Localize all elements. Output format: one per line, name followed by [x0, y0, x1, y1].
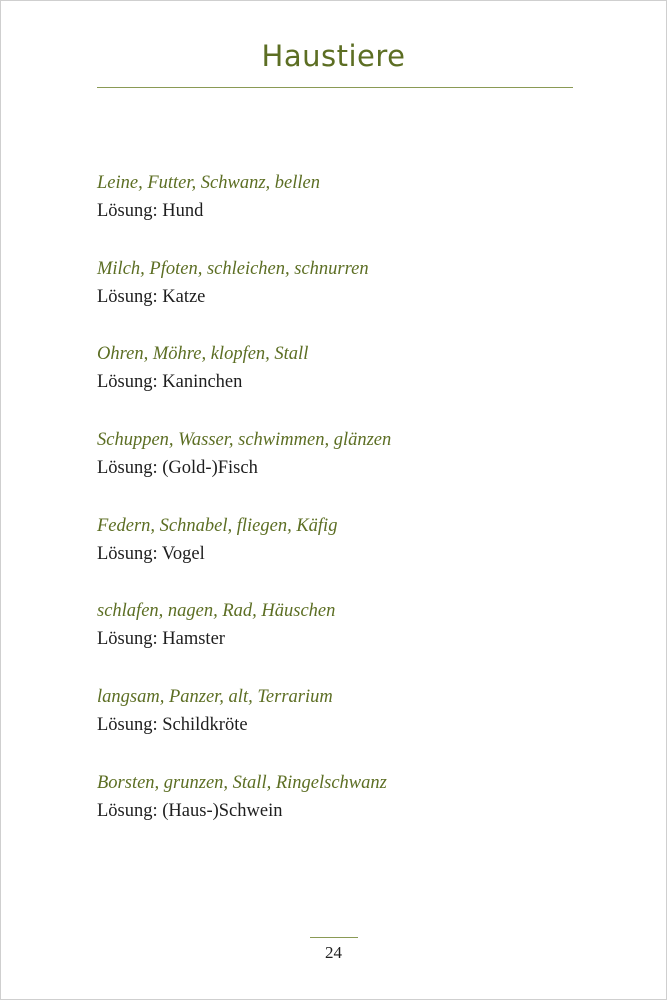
riddle-clue: langsam, Panzer, alt, Terrarium: [97, 687, 333, 708]
riddle-clue: Borsten, grunzen, Stall, Ringelschwanz: [97, 772, 387, 793]
riddle-item: [97, 426, 577, 512]
riddle-item: [97, 512, 577, 598]
riddle-item: [97, 597, 577, 683]
riddle-clue: Federn, Schnabel, fliegen, Käfig: [97, 515, 338, 536]
riddle-answer: Lösung: (Haus-)Schwein: [97, 800, 283, 821]
riddle-clue: Ohren, Möhre, klopfen, Stall: [97, 344, 309, 365]
riddle-clue: Leine, Futter, Schwanz, bellen: [97, 173, 320, 193]
riddle-item: [97, 169, 577, 255]
riddle-list: [97, 169, 577, 855]
page-title: Haustiere: [261, 39, 406, 73]
riddle-item: [97, 683, 577, 769]
page-number: 24: [325, 943, 342, 962]
riddle-answer: Lösung: (Gold-)Fisch: [97, 458, 258, 479]
riddle-answer: Lösung: Katze: [97, 286, 206, 307]
riddle-item: [97, 769, 577, 855]
riddle-clue: Milch, Pfoten, schleichen, schnurren: [97, 258, 369, 279]
title-divider: [97, 87, 573, 88]
riddle-answer: Lösung: Vogel: [97, 543, 205, 564]
riddle-answer: Lösung: Schildkröte: [97, 715, 248, 736]
riddle-item: [97, 255, 577, 341]
riddle-item: [97, 340, 577, 426]
riddle-answer: Lösung: Hund: [97, 201, 204, 221]
riddle-answer: Lösung: Hamster: [97, 629, 225, 650]
riddle-answer: Lösung: Kaninchen: [97, 372, 243, 393]
riddle-clue: schlafen, nagen, Rad, Häuschen: [97, 601, 336, 622]
footer-divider: [310, 937, 358, 938]
riddle-clue: Schuppen, Wasser, schwimmen, glänzen: [97, 430, 392, 451]
